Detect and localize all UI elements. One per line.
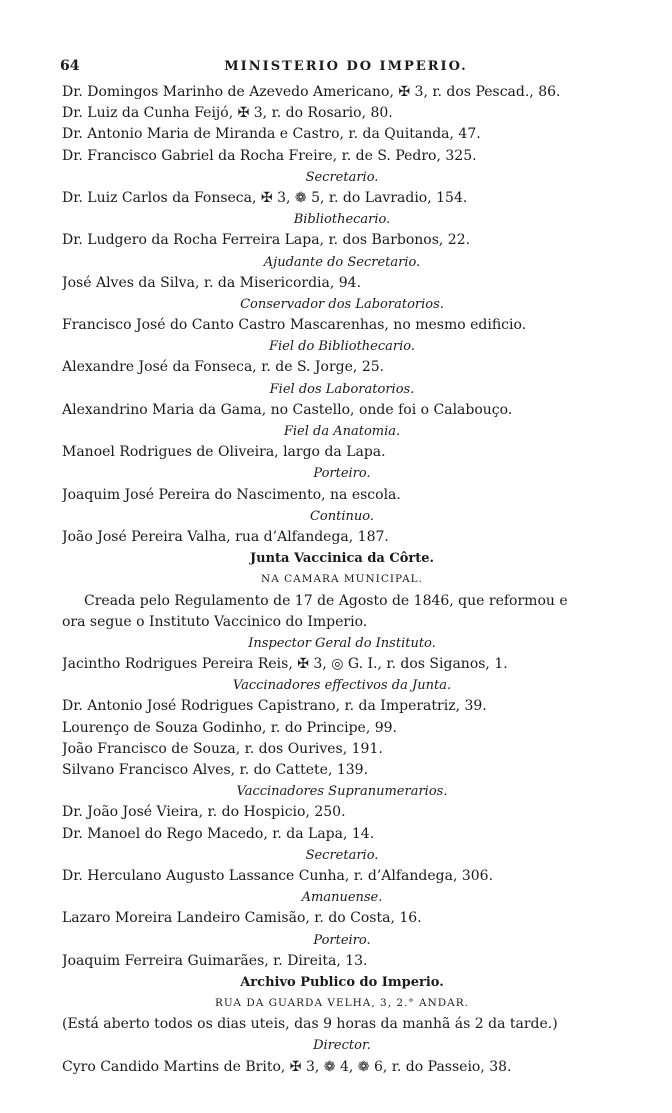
- text-line: Dr. João José Vieira, r. do Hospicio, 250.: [62, 804, 346, 821]
- text-line: Silvano Francisco Alves, r. do Cattete, 139.: [62, 762, 369, 778]
- section-heading: Vaccinadores effectivos da Junta.: [232, 678, 452, 694]
- section-heading: Secretario.: [305, 847, 379, 863]
- text-line: Alexandrino Maria da Gama, no Castello, onde foi o Calabouço.: [62, 401, 513, 418]
- text-line: Lourenço de Souza Godinho, r. do Principe, 99.: [62, 719, 398, 736]
- text-line: Alexandre José da Fonseca, r. de S. Jorge, 25.: [62, 359, 385, 376]
- text-line: Lazaro Moreira Landeiro Camisão, r. do Costa, 16.: [62, 910, 422, 927]
- text-line: Dr. Ludgero da Rocha Ferreira Lapa, r. dos Barbonos, 22.: [62, 232, 471, 249]
- page-header: [60, 58, 632, 80]
- section-heading: Fiel do Bibliothecario.: [268, 339, 416, 355]
- text-line: Dr. Antonio José Rodrigues Capistrano, r. da Imperatriz, 39.: [62, 698, 487, 715]
- text-line: Dr. Francisco Gabriel da Rocha Freire, r. de S. Pedro, 325.: [62, 147, 477, 164]
- text-line: ora segue o Instituto Vaccinico do Imperio.: [62, 613, 368, 630]
- text-line: José Alves da Silva, r. da Misericordia, 94.: [62, 274, 362, 291]
- section-heading: Vaccinadores Supranumerarios.: [236, 784, 448, 800]
- text-line: Cyro Candido Martins de Brito, ✠ 3, ❁ 4, ❁ 6, r. do Passeio, 38.: [62, 1058, 512, 1075]
- section-heading: RUA DA GUARDA VELHA, 3, 2.° ANDAR.: [214, 997, 470, 1010]
- text-line: Dr. Antonio Maria de Miranda e Castro, r. da Quitanda, 47.: [62, 126, 481, 143]
- section-heading: Director.: [313, 1038, 371, 1054]
- section-heading: Archivo Publico do Imperio.: [240, 974, 444, 990]
- section-heading: Continuo.: [309, 508, 374, 524]
- text-line: Manoel Rodrigues de Oliveira, largo da Lapa.: [62, 444, 386, 461]
- section-heading: Inspector Geral do Instituto.: [248, 635, 436, 651]
- text-line: Jacintho Rodrigues Pereira Reis, ✠ 3, ◎ G. I., r. dos Siganos, 1.: [62, 656, 508, 673]
- text-line: João Francisco de Souza, r. dos Ourives, 191.: [62, 740, 383, 757]
- page-number: 64: [60, 58, 80, 74]
- section-heading: Junta Vaccinica da Côrte.: [249, 551, 435, 567]
- text-line: Dr. Luiz da Cunha Feijó, ✠ 3, r. do Rosario, 80.: [62, 105, 393, 122]
- section-heading: Porteiro.: [313, 466, 371, 482]
- text-line: Joaquim José Pereira do Nascimento, na escola.: [62, 486, 401, 503]
- text-line: Dr. Domingos Marinho de Azevedo Americano, ✠ 3, r. dos Pescad., 86.: [62, 84, 561, 100]
- text-line: Francisco José do Canto Castro Mascarenhas, no mesmo edificio.: [62, 317, 527, 334]
- text-line: Dr. Luiz Carlos da Fonseca, ✠ 3, ❁ 5, r. do Lavradio, 154.: [62, 189, 468, 206]
- text-line: Dr. Manoel do Rego Macedo, r. da Lapa, 14.: [62, 825, 375, 842]
- section-heading: Ajudante do Secretario.: [263, 254, 421, 270]
- running-title: MINISTERIO DO IMPERIO.: [224, 59, 468, 74]
- section-heading: Conservador dos Laboratorios.: [240, 296, 444, 312]
- text-line: Joaquim Ferreira Guimarães, r. Direita, 13.: [62, 952, 368, 969]
- section-heading: Secretario.: [305, 169, 379, 185]
- text-line: Dr. Herculano Augusto Lassance Cunha, r. d’Alfandega, 306.: [62, 867, 494, 884]
- section-heading: NA CAMARA MUNICIPAL.: [261, 573, 423, 586]
- section-heading: Fiel da Anatomia.: [283, 424, 401, 439]
- text-line: Creada pelo Regulamento de 17 de Agosto de 1846, que reformou e: [84, 592, 568, 609]
- document-body: [62, 82, 622, 1078]
- text-line: João José Pereira Valha, rua d’Alfandega, 187.: [62, 528, 389, 545]
- text-line: (Está aberto todos os dias uteis, das 9 horas da manhã ás 2 da tarde.): [62, 1016, 558, 1033]
- section-heading: Porteiro.: [313, 932, 371, 948]
- section-heading: Amanuense.: [301, 890, 383, 906]
- section-heading: Fiel dos Laboratorios.: [269, 381, 415, 397]
- section-heading: Bibliothecario.: [293, 212, 391, 228]
